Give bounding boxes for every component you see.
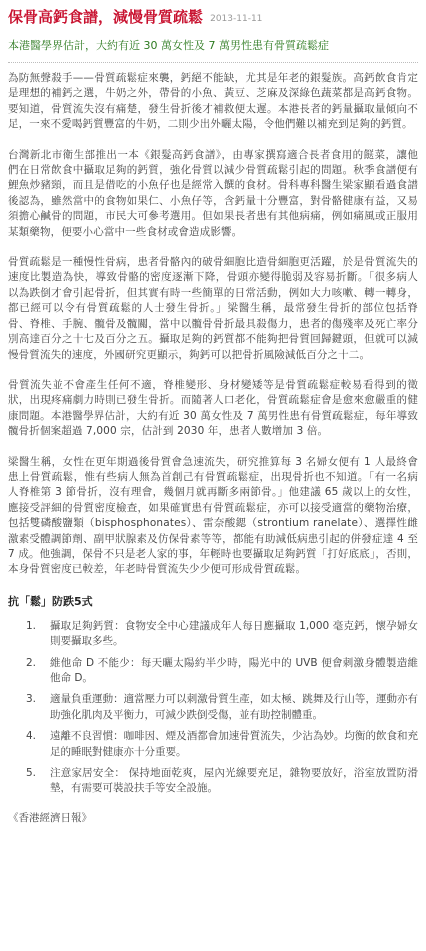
article-lead: 本港醫學界估計，大約有近 30 萬女性及 7 萬男性患有骨質疏鬆症 — [8, 39, 329, 52]
tip-text: 攝取足夠鈣質：食物安全中心建議成年人每日應攝取 1,000 毫克鈣，懷孕婦女則要攝取多些。 — [50, 619, 418, 648]
article-paragraph-1: 為防無聲殺手——骨質疏鬆症來襲，鈣絕不能缺，尤其是年老的銀髮族。高鈣飲食肯定是理想的補鈣之選，牛奶之外，帶骨的小魚、黃豆、芝麻及深綠色蔬菜都是高鈣食物。要知道，骨質流失沒有痛楚，發生骨折後才補救便太遲。本港長者的鈣量攝取量傾向不足，一來不愛喝鈣質豐富的牛奶，二則少出外曬太陽，令他們難以補充到足夠的鈣質。 — [8, 72, 418, 131]
article-paragraph-5: 梁醫生稱，女性在更年期過後骨質會急速流失，研究推算每 3 名婦女便有 1 人最終會患上骨質疏鬆，惟有些病人無為首創己有骨質疏鬆症，出現骨折也不知道。「有一名病人脊椎第 3 節骨折，沒有理會，幾個月就再斷多兩節骨。」他建議 65 歲以上的女性，應接受評細的骨質密度檢查，如果確實患有骨質疏鬆症，亦可以接受適當的藥物治療，包括雙磷酸鹽類（bisphosphonates）、雷奈酸鍶（strontium ranelate）、選擇性雌激素受體調節劑、副甲狀腺素及仿保骨素等等，都能有助減低病患引起的併發症達 4 至 7 成。他強調，保骨不只是老人家的事，年輕時也要攝取足夠鈣質「打好底底」，否則，本身骨質密度已較差，年老時骨質流失少少便可形成骨質疏鬆。 — [8, 455, 418, 576]
article-source: 《香港經濟日報》 — [8, 811, 92, 824]
tip-item — [8, 656, 418, 687]
tip-text: 遠離不良習慣：咖啡因、煙及酒都會加速骨質流失，少沾為妙。均衡的飲食和充足的睡眠對健康亦十分重要。 — [50, 730, 418, 758]
article-paragraph-3: 骨質疏鬆是一種慢性骨病，患者骨骼內的破骨細胞比造骨細胞更活躍，於是骨質流失的速度比製造為快，導致骨骼的密度逐漸下降，骨頭亦變得脆弱及容易折斷。「很多病人以為跌倒才會引起骨折，但其實有時一些簡單的日常活動，例如大力咳嗽、轉一轉身，都已經可以令有骨質疏鬆的人士發生骨折。」梁醫生稱，最常發生骨折的部位包括脊骨、脊椎、手腕、髖骨及髖關，當中以髖骨骨折最具殺傷力，患者的傷殘率及死亡率分別高達百分之十七及百分之五。攝取足夠的鈣質都不能夠把骨質回歸鍵頭，但就可以減慢骨質流失的速度，外國研究更顯示，夠鈣可以把骨折風險減低百分之十二。 — [8, 256, 418, 361]
tip-item — [8, 729, 418, 760]
tip-text: 注意家居安全： 保持地面乾爽，屋內光線要充足，雜物要放好，浴室放置防滑墊，有需要可裝設扶手等安全設施。 — [50, 767, 418, 795]
article-paragraph-4: 骨質流失並不會產生任何不適，脊椎變形、身材變矮等是骨質疏鬆症較易看得到的徵狀，出現疼痛劇力時則已發生骨折。而隨著人口老化，骨質疏鬆症會是愈來愈嚴重的健康問題。本港醫學界估計，大約有近 30 萬女性及 7 萬男性患有骨質疏鬆症，每年導致髖骨折個案超過 7,000 宗，估計到 2030 年，患者人數增加 3 倍。 — [8, 378, 418, 438]
tip-item — [8, 692, 418, 723]
tip-text: 維他命 D 不能少：每天曬太陽約半少時，陽光中的 UVB 便會刺激身體製造維他命 D。 — [50, 656, 418, 684]
tip-number: 3. — [26, 693, 37, 706]
article-date: 2013-11-11 — [210, 14, 263, 24]
tips-list — [8, 619, 418, 797]
tip-number: 5. — [26, 767, 37, 780]
tip-number: 4. — [26, 730, 37, 743]
tip-number: 2. — [26, 656, 37, 669]
article-title: 保骨高鈣食譜，減慢骨質疏鬆 — [8, 8, 204, 26]
title-divider — [8, 62, 418, 63]
tip-text: 適量負重運動：適當壓力可以刺激骨質生產，如太極、跳舞及行山等，運動亦有助強化肌肉及平衡力，可減少跌倒受傷，並有助控制體重。 — [50, 693, 418, 721]
tip-item — [8, 766, 418, 797]
article-paragraph-2: 台灣新北市衛生部推出一本《銀髮高鈣食譜》，由專家撰寫適合長者食用的餸菜，讓他們在日常飲食中攝取足夠的鈣質，強化骨質以減少骨質疏鬆引起的問題。秋季食譜便有鯉魚炒豬頸，而且是借吃的小魚仔也是經常入饌的食材。骨科專科醫生梁家顯看過食譜後認為，雖然當中的食物如果仁、小魚仔等，含鈣量十分豐富，對骨骼健康有益，又易須擔心鹹骨的問題，市民大可參考選用。但如果長者患有其他病痛，例如痛風或正服用某類藥物，便要小心當中一些食材或會造成影響。 — [8, 148, 418, 238]
tips-heading: 抗「鬆」防跌5式 — [8, 594, 93, 608]
article-header — [8, 8, 418, 28]
tip-item — [8, 619, 418, 650]
tip-number: 1. — [26, 619, 37, 632]
